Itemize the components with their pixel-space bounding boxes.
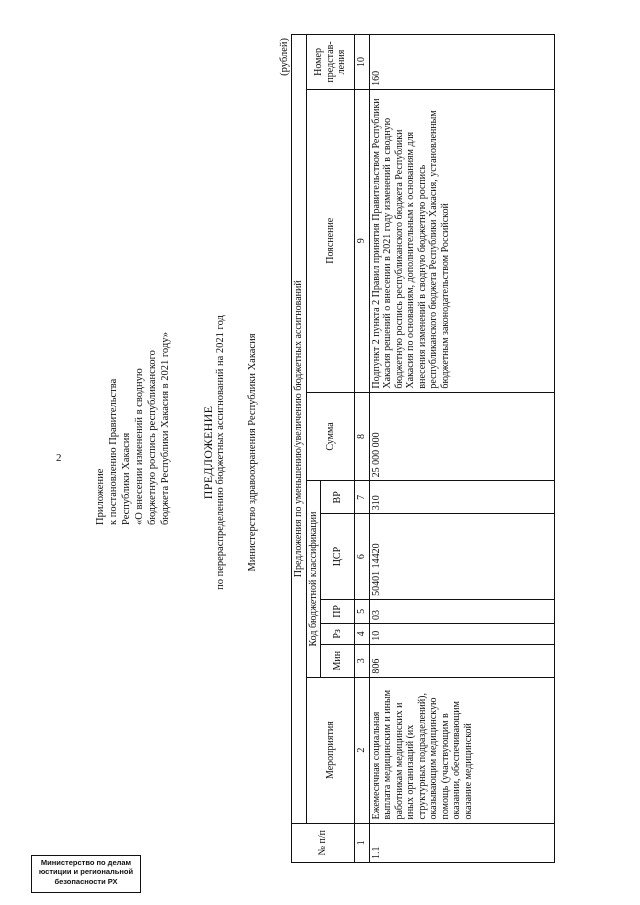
- index-cell: 5: [355, 599, 370, 623]
- header-group: Предложения по уменьшению/увеличению бюджетных ассигнований: [292, 35, 307, 824]
- index-cell: 3: [355, 644, 370, 677]
- index-cell: 7: [355, 481, 370, 514]
- appendix-line: к постановлению Правительства: [108, 378, 119, 525]
- header-sum: Сумма: [306, 392, 355, 481]
- table-row: [369, 35, 554, 863]
- index-cell: 10: [355, 35, 370, 90]
- index-cell: 6: [355, 514, 370, 600]
- header-event: Мероприятия: [306, 677, 355, 823]
- header-min: Мин: [321, 644, 355, 677]
- document-title: ПРЕДЛОЖЕНИЕ: [201, 405, 215, 500]
- ministry-name: Министерство здравоохранения Республики Хакасия: [247, 333, 258, 572]
- row-explanation: Подпункт 2 пункта 2 Правил принятия Правительством Республики Хакасия решений о внесении в 2021 году изменений в сводную бюджетную роспись республиканского бюджета Республики Хакасия по основаниям, дополнительным к основаниям для внесения изменений в сводную бюджетную роспись республиканского бюджета Республики Хакасия, установленным бюджетным законодательством Российской: [369, 89, 554, 392]
- ministry-stamp: Министерство по делам юстиции и региональной безопасности РХ: [31, 855, 141, 893]
- header-pr: ПР: [321, 599, 355, 623]
- appendix-line: бюджета Республики Хакасия в 2021 году»: [160, 332, 171, 525]
- header-rz: Рз: [321, 623, 355, 644]
- header-csr: ЦСР: [321, 514, 355, 600]
- header-code: Код бюджетной классификации: [306, 481, 321, 677]
- appendix-line: Приложение: [95, 468, 106, 525]
- index-cell: 1: [355, 823, 370, 862]
- row-event: Ежемесячная социальная выплата медицинским и иным работникам медицинских и иных организаций (их структурных подразделений), оказывающим медицинскую помощь (участвующим в оказании, обеспечивающим оказание медицинской: [369, 677, 554, 823]
- row-pr: 03: [369, 599, 554, 623]
- appendix-block: [94, 295, 172, 525]
- units-label: (рублей): [279, 38, 290, 76]
- header-explanation: Пояснение: [306, 89, 355, 392]
- appendix-line: «О внесении изменений в сводную: [134, 368, 145, 525]
- page-number: 2: [56, 452, 62, 464]
- row-vr: 310: [369, 481, 554, 514]
- index-cell: 8: [355, 392, 370, 481]
- allocation-table: [291, 34, 555, 863]
- header-number: № п/п: [292, 823, 355, 862]
- row-rz: 10: [369, 623, 554, 644]
- appendix-line: бюджетную роспись республиканского: [147, 350, 158, 525]
- row-number: 1.1: [369, 823, 554, 862]
- row-representation: 160: [369, 35, 554, 90]
- row-min: 806: [369, 644, 554, 677]
- index-cell: 4: [355, 623, 370, 644]
- row-sum: 25 000 000: [369, 392, 554, 481]
- appendix-line: Республики Хакасия: [121, 432, 132, 525]
- header-vr: ВР: [321, 481, 355, 514]
- header-representation: Номер представ-ления: [306, 35, 355, 90]
- row-csr: 50401 14420: [369, 514, 554, 600]
- index-cell: 2: [355, 677, 370, 823]
- document-subtitle: по перераспределению бюджетных ассигнований на 2021 год: [215, 315, 226, 590]
- index-cell: 9: [355, 89, 370, 392]
